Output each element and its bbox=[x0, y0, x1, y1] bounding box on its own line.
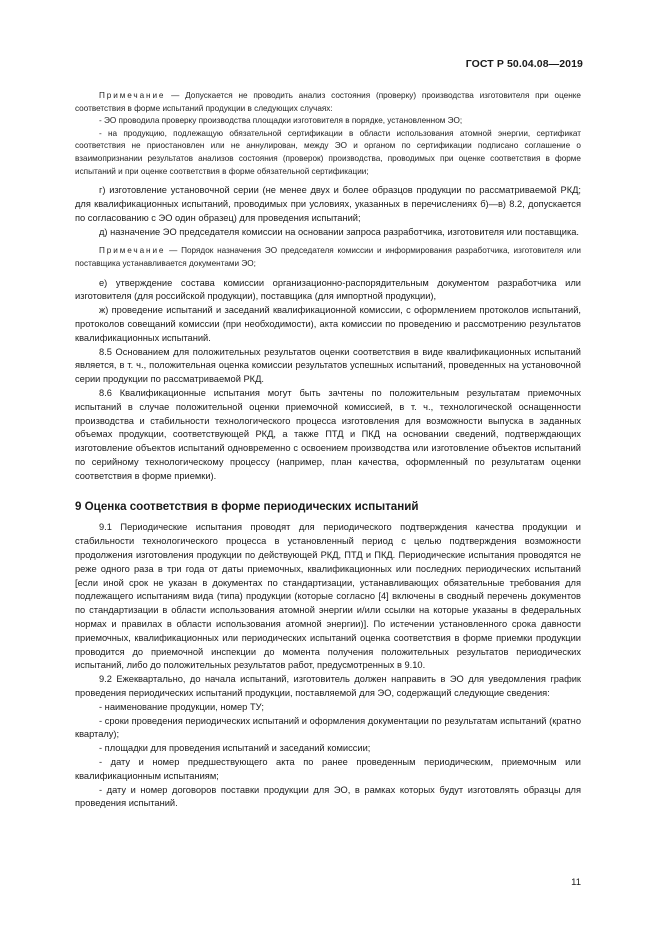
paragraph-g: г) изготовление установочной серии (не менее двух и более образцов продукции по рассматриваемой РКД; для квалификационных испытаний, проводимых при условиях, указанных в перечислениях б)—в) 8.2, допускается по согласованию с ЭО один образец) для проведения испытаний; bbox=[75, 185, 581, 223]
paragraph-zh: ж) проведение испытаний и заседаний квалификационной комиссии, с оформлением протоколов испытаний, протоколов совещаний комиссии (при необходимости), акта комиссии по проведению и рассмотрению результатов квалификационных испытаний. bbox=[75, 305, 581, 343]
note-text: — Допускается не проводить анализ состояния (проверку) производства изготовителя при оценке соответствия в форме испытаний продукции в следующих случаях: bbox=[75, 91, 581, 113]
paragraph-e: е) утверждение состава комиссии организационно-распорядительным документом разработчика или изготовителя (для российской продукции), поставщика (для импортной продукции), bbox=[75, 277, 581, 302]
note-list-item: - ЭО проводила проверку производства площадки изготовителя в порядке, установленном ЭО; bbox=[99, 116, 463, 126]
list-item: - сроки проведения периодических испытаний и оформления документации по результатам испытаний (кратно кварталу); bbox=[75, 715, 581, 740]
note-list-item: - на продукцию, подлежащую обязательной сертификации в области использования атомной энергии, сертификат соответствия не приостановлен или не аннулирован, между ЭО и органом по сертификации подписано соглашение о взаимопризнании результатов анализов состояния (проверок) производства, проводимых при оценке соответствия в форме испытаний и при оценке соответствия в форме обязательной сертификации; bbox=[75, 128, 581, 176]
section-heading: 9 Оценка соответствия в форме периодических испытаний bbox=[75, 500, 419, 514]
note-label: Примечание bbox=[99, 246, 166, 256]
paragraph-9-1: 9.1 Периодические испытания проводят для периодического подтверждения качества продукции и стабильности технологического процесса в установленный период с целью подтверждения возможности продолжения изготовления продукции по действующей РКД, ПТД и ПКД. Периодические испытания проводятся не реже одного раза в три года от даты приемочных, квалификационных или последних периодических испытаний [если иной срок не указан в документах по стандартизации, устанавливающих обязательные требования для подлежащего испытаниям вида (типа) продукции (которые согласно [4] включены в сводный перечень документов по стандартизации в области использования атомной энергии и/или ссылки на которые указаны в федеральных нормах и правилах в области использования атомной энергии)]. По истечении установленного срока давности приемочных, квалификационных или периодических испытаний оценка соответствия в форме приемки продукции проводится до приемочной инспекции до момента получения положительных результатов периодических испытаний, либо до положительных результатов работ, предусмотренных в 9.10. bbox=[75, 522, 581, 671]
list-item: - наименование продукции, номер ТУ; bbox=[99, 701, 264, 712]
note-text: — Порядок назначения ЭО председателя комиссии и информирования разработчика, изготовителя или поставщика устанавливается документами ЭО; bbox=[75, 246, 581, 268]
note-paragraph bbox=[75, 90, 581, 115]
paragraph-8-6: 8.6 Квалификационные испытания могут быть зачтены по положительным результатам приемочных испытаний в случае положительной оценки приемочной комиссией, в т. ч., технологической оснащенности производства и стабильности технологического процесса изготовления для возможности выпуска в заданных объемах продукции, соответствующей РКД, а также ПТД и ПКД на основании сведений, подтверждающих изготовление объектов испытаний одновременно с освоением производства или изготовление объектов испытаний по серийному технологическому процессу (например, план качества, оформленный по результатам оценки соответствия в форме приемки). bbox=[75, 387, 581, 481]
paragraph-8-5: 8.5 Основанием для положительных результатов оценки соответствия в виде квалификационных испытаний является, в т. ч., положительная оценка комиссии результатов успешных испытаний, проведенных на установочной серии продукции по рассматриваемой РКД. bbox=[75, 346, 581, 385]
note-label: Примечание bbox=[99, 91, 166, 100]
page-number: 11 bbox=[571, 877, 581, 888]
list-item: - дату и номер договоров поставки продукции для ЭО, в рамках которых будут изготовлять образцы для проведения испытаний. bbox=[75, 784, 581, 809]
note-paragraph bbox=[75, 245, 581, 270]
paragraph-d: д) назначение ЭО председателя комиссии на основании запроса разработчика, изготовителя или поставщика. bbox=[99, 226, 579, 237]
list-item: - площадки для проведения испытаний и заседаний комиссии; bbox=[99, 743, 371, 754]
paragraph-9-2: 9.2 Ежеквартально, до начала испытаний, изготовитель должен направить в ЭО для уведомления график проведения периодических испытаний продукции, поставляемой для ЭО, содержащий следующие сведения: bbox=[75, 674, 581, 699]
document-body bbox=[75, 90, 581, 811]
list-item: - дату и номер предшествующего акта по ранее проведенным периодическим, приемочным или квалификационным испытаниям; bbox=[75, 757, 581, 781]
document-standard-number: ГОСТ Р 50.04.08—2019 bbox=[465, 58, 583, 70]
